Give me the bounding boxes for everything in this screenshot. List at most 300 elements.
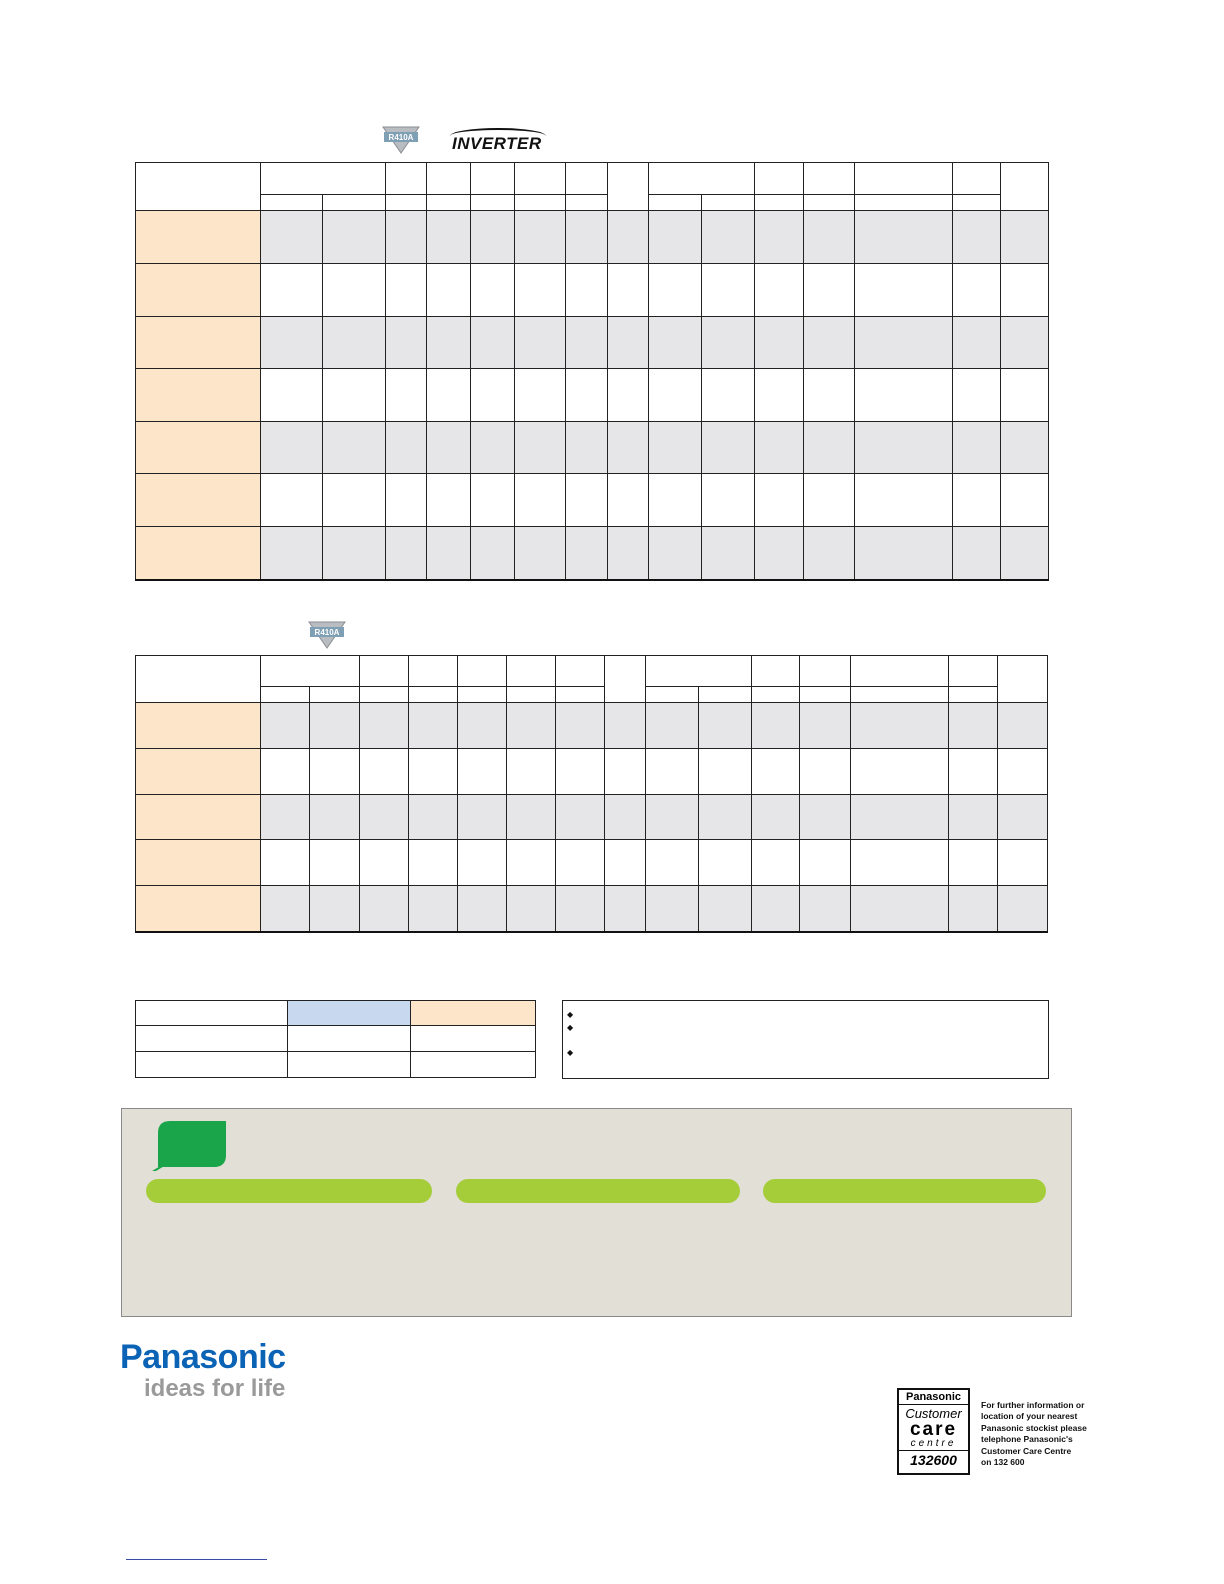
leaf-icon xyxy=(142,1119,228,1171)
header-cell xyxy=(566,163,608,195)
table-cell xyxy=(360,795,409,840)
table-cell xyxy=(409,795,458,840)
table-cell xyxy=(953,211,1001,264)
table-cell xyxy=(699,703,752,749)
table-cell xyxy=(953,474,1001,527)
table-cell xyxy=(998,795,1048,840)
table-cell xyxy=(427,527,471,580)
table-cell xyxy=(702,474,755,527)
bullet-icon: ◆ xyxy=(567,1048,574,1057)
brand-tagline: ideas for life xyxy=(144,1375,286,1402)
table-cell xyxy=(755,474,804,527)
table-cell xyxy=(855,264,953,317)
table-row xyxy=(136,703,1048,749)
header-cell xyxy=(310,687,360,703)
header-cell xyxy=(949,687,998,703)
table-cell xyxy=(800,795,851,840)
table-cell xyxy=(649,211,702,264)
table-cell xyxy=(323,264,386,317)
header-cell xyxy=(136,163,261,211)
table-cell xyxy=(261,749,310,795)
legend-cell xyxy=(288,1052,411,1078)
table-cell xyxy=(851,703,949,749)
legend-table xyxy=(135,1000,536,1078)
table-cell xyxy=(949,886,998,932)
care-number: 132600 xyxy=(910,1452,957,1468)
table-cell xyxy=(608,422,649,474)
table-cell xyxy=(998,840,1048,886)
table-cell xyxy=(1001,422,1049,474)
table-cell xyxy=(649,317,702,369)
header-cell xyxy=(800,687,851,703)
table-cell xyxy=(949,703,998,749)
table-cell xyxy=(427,474,471,527)
table-cell xyxy=(566,211,608,264)
header-cell xyxy=(953,195,1001,211)
table-cell xyxy=(427,211,471,264)
header-cell xyxy=(409,656,458,687)
table-cell xyxy=(556,795,605,840)
header-cell xyxy=(261,687,310,703)
table-row xyxy=(136,317,1049,369)
table-cell xyxy=(566,264,608,317)
legend-cell xyxy=(411,1026,536,1052)
table-cell xyxy=(556,840,605,886)
table-cell xyxy=(949,840,998,886)
table-cell xyxy=(507,703,556,749)
table-cell xyxy=(998,703,1048,749)
table-cell xyxy=(804,211,855,264)
table-row xyxy=(136,795,1048,840)
header-cell xyxy=(261,163,386,195)
table-cell xyxy=(386,527,427,580)
table-cell xyxy=(310,840,360,886)
table-cell xyxy=(1001,317,1049,369)
care-line-centre: centre xyxy=(899,1438,968,1451)
table-cell xyxy=(323,317,386,369)
table-cell xyxy=(556,703,605,749)
table-cell xyxy=(605,886,646,932)
table-cell xyxy=(409,703,458,749)
header-cell xyxy=(458,687,507,703)
table-cell xyxy=(386,422,427,474)
table-row xyxy=(136,886,1048,932)
table-cell xyxy=(556,749,605,795)
header-cell xyxy=(755,163,804,195)
table-cell xyxy=(804,264,855,317)
table-row xyxy=(136,211,1049,264)
row-label-cell xyxy=(136,211,261,264)
table-cell xyxy=(566,422,608,474)
table-cell xyxy=(953,369,1001,422)
table-cell xyxy=(851,749,949,795)
table-cell xyxy=(458,703,507,749)
table-cell xyxy=(360,840,409,886)
table-cell xyxy=(261,795,310,840)
table-cell xyxy=(605,795,646,840)
table-cell xyxy=(855,422,953,474)
table-cell xyxy=(608,317,649,369)
table-cell xyxy=(1001,474,1049,527)
table-cell xyxy=(515,317,566,369)
row-label-cell xyxy=(136,317,261,369)
table-cell xyxy=(755,369,804,422)
legend-swatch-peach xyxy=(411,1001,536,1026)
r410a-triangle-icon xyxy=(381,125,421,155)
table-cell xyxy=(605,749,646,795)
table-cell xyxy=(360,703,409,749)
table-cell xyxy=(646,749,699,795)
table-cell xyxy=(1001,264,1049,317)
header-cell xyxy=(649,163,755,195)
table-cell xyxy=(702,317,755,369)
care-info-line: Panasonic stockist please xyxy=(981,1422,1087,1433)
table-cell xyxy=(310,749,360,795)
table-cell xyxy=(515,369,566,422)
header-cell xyxy=(646,656,752,687)
table-cell xyxy=(386,317,427,369)
table-cell xyxy=(310,795,360,840)
header-cell xyxy=(646,687,699,703)
header-cell xyxy=(360,687,409,703)
table-cell xyxy=(1001,527,1049,580)
table-cell xyxy=(566,369,608,422)
table-cell xyxy=(608,211,649,264)
table-cell xyxy=(507,840,556,886)
table-row xyxy=(136,422,1049,474)
header-cell xyxy=(507,656,556,687)
table-cell xyxy=(804,422,855,474)
header-cell xyxy=(608,163,649,211)
table-cell xyxy=(427,317,471,369)
table-cell xyxy=(702,369,755,422)
table-cell xyxy=(323,422,386,474)
table-cell xyxy=(646,703,699,749)
header-cell xyxy=(556,656,605,687)
table-cell xyxy=(471,422,515,474)
table-row xyxy=(136,749,1048,795)
care-info-text xyxy=(981,1400,1101,1468)
table-cell xyxy=(953,422,1001,474)
table-cell xyxy=(310,703,360,749)
header-cell xyxy=(605,656,646,703)
table-cell xyxy=(1001,369,1049,422)
table-cell xyxy=(649,527,702,580)
header-cell xyxy=(752,687,800,703)
green-pill-2 xyxy=(456,1179,740,1203)
table-cell xyxy=(855,211,953,264)
table-cell xyxy=(471,474,515,527)
table-cell xyxy=(699,795,752,840)
care-info-line: For further information or xyxy=(981,1400,1085,1410)
legend-cell xyxy=(288,1026,411,1052)
row-label-cell xyxy=(136,474,261,527)
header-cell xyxy=(953,163,1001,195)
table-cell xyxy=(386,264,427,317)
table-cell xyxy=(804,474,855,527)
table-cell xyxy=(804,317,855,369)
table-cell xyxy=(566,527,608,580)
table-cell xyxy=(323,527,386,580)
table-cell xyxy=(755,317,804,369)
table-cell xyxy=(409,840,458,886)
table-cell xyxy=(323,474,386,527)
legend-cell xyxy=(136,1026,288,1052)
legend-cell xyxy=(136,1052,288,1078)
table-cell xyxy=(699,749,752,795)
table-cell xyxy=(702,264,755,317)
legend-cell xyxy=(136,1001,288,1026)
brand-name: Panasonic xyxy=(120,1338,286,1376)
table-cell xyxy=(458,886,507,932)
table-cell xyxy=(261,422,323,474)
legend-swatch-blue xyxy=(288,1001,411,1026)
table-cell xyxy=(649,264,702,317)
table-cell xyxy=(386,211,427,264)
table-cell xyxy=(646,886,699,932)
header-cell xyxy=(855,195,953,211)
table-row xyxy=(136,840,1048,886)
header-cell xyxy=(804,195,855,211)
header-cell xyxy=(556,687,605,703)
header-cell xyxy=(699,687,752,703)
table-cell xyxy=(471,369,515,422)
table-cell xyxy=(507,795,556,840)
header-cell xyxy=(360,656,409,687)
legend-cell xyxy=(411,1052,536,1078)
table-cell xyxy=(427,264,471,317)
r410a-triangle-icon xyxy=(307,620,347,650)
notes-box xyxy=(562,1000,1049,1079)
care-info-line: telephone Panasonic's xyxy=(981,1434,1073,1445)
table-cell xyxy=(800,749,851,795)
care-line-customer: Customer xyxy=(905,1406,962,1421)
bullet-icon: ◆ xyxy=(567,1023,574,1032)
table-cell xyxy=(605,703,646,749)
header-cell xyxy=(386,195,427,211)
table-cell xyxy=(649,369,702,422)
row-label-cell xyxy=(136,840,261,886)
header-cell xyxy=(1001,163,1049,211)
table-cell xyxy=(998,749,1048,795)
header-cell xyxy=(261,195,323,211)
table-cell xyxy=(360,749,409,795)
header-cell xyxy=(755,195,804,211)
header-cell xyxy=(752,656,800,687)
table-cell xyxy=(855,474,953,527)
header-cell xyxy=(566,195,608,211)
table-cell xyxy=(323,369,386,422)
table-cell xyxy=(855,317,953,369)
table-cell xyxy=(515,211,566,264)
table-cell xyxy=(458,840,507,886)
table-cell xyxy=(702,527,755,580)
table-cell xyxy=(605,840,646,886)
table-cell xyxy=(409,749,458,795)
green-pill-3 xyxy=(763,1179,1046,1203)
header-cell xyxy=(507,687,556,703)
header-cell xyxy=(458,656,507,687)
row-label-cell xyxy=(136,703,261,749)
table-cell xyxy=(998,886,1048,932)
table-cell xyxy=(261,264,323,317)
table-cell xyxy=(752,795,800,840)
table-cell xyxy=(261,886,310,932)
header-cell xyxy=(998,656,1048,703)
table-cell xyxy=(851,795,949,840)
table-cell xyxy=(649,474,702,527)
table-cell xyxy=(507,749,556,795)
table-cell xyxy=(752,886,800,932)
table-cell xyxy=(804,369,855,422)
row-label-cell xyxy=(136,749,261,795)
table-cell xyxy=(804,527,855,580)
table-cell xyxy=(800,886,851,932)
header-cell xyxy=(386,163,427,195)
header-cell xyxy=(515,195,566,211)
table-cell xyxy=(427,369,471,422)
table-cell xyxy=(702,211,755,264)
table-cell xyxy=(458,795,507,840)
header-cell xyxy=(855,163,953,195)
table-cell xyxy=(702,422,755,474)
table-cell xyxy=(755,264,804,317)
table-cell xyxy=(953,264,1001,317)
row-label-cell xyxy=(136,422,261,474)
header-cell xyxy=(471,163,515,195)
table-cell xyxy=(310,886,360,932)
table-cell xyxy=(566,474,608,527)
table-cell xyxy=(323,211,386,264)
table-cell xyxy=(1001,211,1049,264)
green-pill-1 xyxy=(146,1179,432,1203)
spec-table-inverter xyxy=(135,162,1049,581)
table-cell xyxy=(458,749,507,795)
table-cell xyxy=(699,840,752,886)
table-cell xyxy=(515,527,566,580)
svg-text:R410A: R410A xyxy=(314,628,340,637)
spec-table-fixed-speed xyxy=(135,655,1048,933)
customer-care-badge xyxy=(897,1388,970,1475)
table-cell xyxy=(386,474,427,527)
table-cell xyxy=(261,527,323,580)
table-row xyxy=(136,264,1049,317)
header-cell xyxy=(471,195,515,211)
table-cell xyxy=(471,317,515,369)
row-label-cell xyxy=(136,886,261,932)
table-cell xyxy=(409,886,458,932)
table-cell xyxy=(386,369,427,422)
table-cell xyxy=(471,211,515,264)
care-info-line: location of your nearest xyxy=(981,1411,1078,1422)
table-cell xyxy=(427,422,471,474)
table-cell xyxy=(855,369,953,422)
care-brand: Panasonic xyxy=(899,1390,968,1405)
header-cell xyxy=(427,195,471,211)
table-cell xyxy=(507,886,556,932)
table-cell xyxy=(949,795,998,840)
header-cell xyxy=(409,687,458,703)
header-cell xyxy=(804,163,855,195)
eco-panel xyxy=(121,1108,1072,1317)
table-cell xyxy=(949,749,998,795)
table-cell xyxy=(608,264,649,317)
row-label-cell xyxy=(136,264,261,317)
header-cell xyxy=(323,195,386,211)
header-cell xyxy=(515,163,566,195)
table-cell xyxy=(608,474,649,527)
table-cell xyxy=(566,317,608,369)
header-cell xyxy=(800,656,851,687)
row-label-cell xyxy=(136,369,261,422)
table-cell xyxy=(646,795,699,840)
header-cell xyxy=(427,163,471,195)
table-cell xyxy=(699,886,752,932)
row-label-cell xyxy=(136,795,261,840)
table-cell xyxy=(608,369,649,422)
table-cell xyxy=(800,840,851,886)
table-cell xyxy=(515,474,566,527)
table-cell xyxy=(755,211,804,264)
care-line-care: care xyxy=(909,1419,958,1440)
header-cell xyxy=(702,195,755,211)
table-cell xyxy=(261,840,310,886)
table-cell xyxy=(471,264,515,317)
table-cell xyxy=(646,840,699,886)
table-cell xyxy=(261,474,323,527)
svg-text:R410A: R410A xyxy=(388,133,414,142)
table-cell xyxy=(515,422,566,474)
table-cell xyxy=(800,703,851,749)
bullet-icon: ◆ xyxy=(567,1010,574,1019)
table-cell xyxy=(471,527,515,580)
table-cell xyxy=(755,422,804,474)
header-cell xyxy=(851,656,949,687)
table-cell xyxy=(752,749,800,795)
table-cell xyxy=(855,527,953,580)
table-row xyxy=(136,527,1049,580)
table-cell xyxy=(360,886,409,932)
table-cell xyxy=(261,211,323,264)
row-label-cell xyxy=(136,527,261,580)
table-cell xyxy=(752,703,800,749)
table-cell xyxy=(755,527,804,580)
header-cell xyxy=(949,656,998,687)
inverter-logo: INVERTER xyxy=(452,134,542,154)
care-info-line: on 132 600 xyxy=(981,1457,1025,1468)
table-cell xyxy=(752,840,800,886)
table-cell xyxy=(953,527,1001,580)
table-cell xyxy=(953,317,1001,369)
header-cell xyxy=(136,656,261,703)
table-row xyxy=(136,369,1049,422)
table-cell xyxy=(261,317,323,369)
table-cell xyxy=(608,527,649,580)
table-cell xyxy=(261,703,310,749)
header-cell xyxy=(851,687,949,703)
table-cell xyxy=(649,422,702,474)
table-cell xyxy=(261,369,323,422)
panasonic-logo xyxy=(120,1338,286,1402)
header-cell xyxy=(649,195,702,211)
table-row xyxy=(136,474,1049,527)
header-cell xyxy=(261,656,360,687)
footer-link-underline xyxy=(126,1559,267,1560)
care-info-line: Customer Care Centre xyxy=(981,1445,1072,1456)
table-cell xyxy=(556,886,605,932)
table-cell xyxy=(851,840,949,886)
table-cell xyxy=(851,886,949,932)
